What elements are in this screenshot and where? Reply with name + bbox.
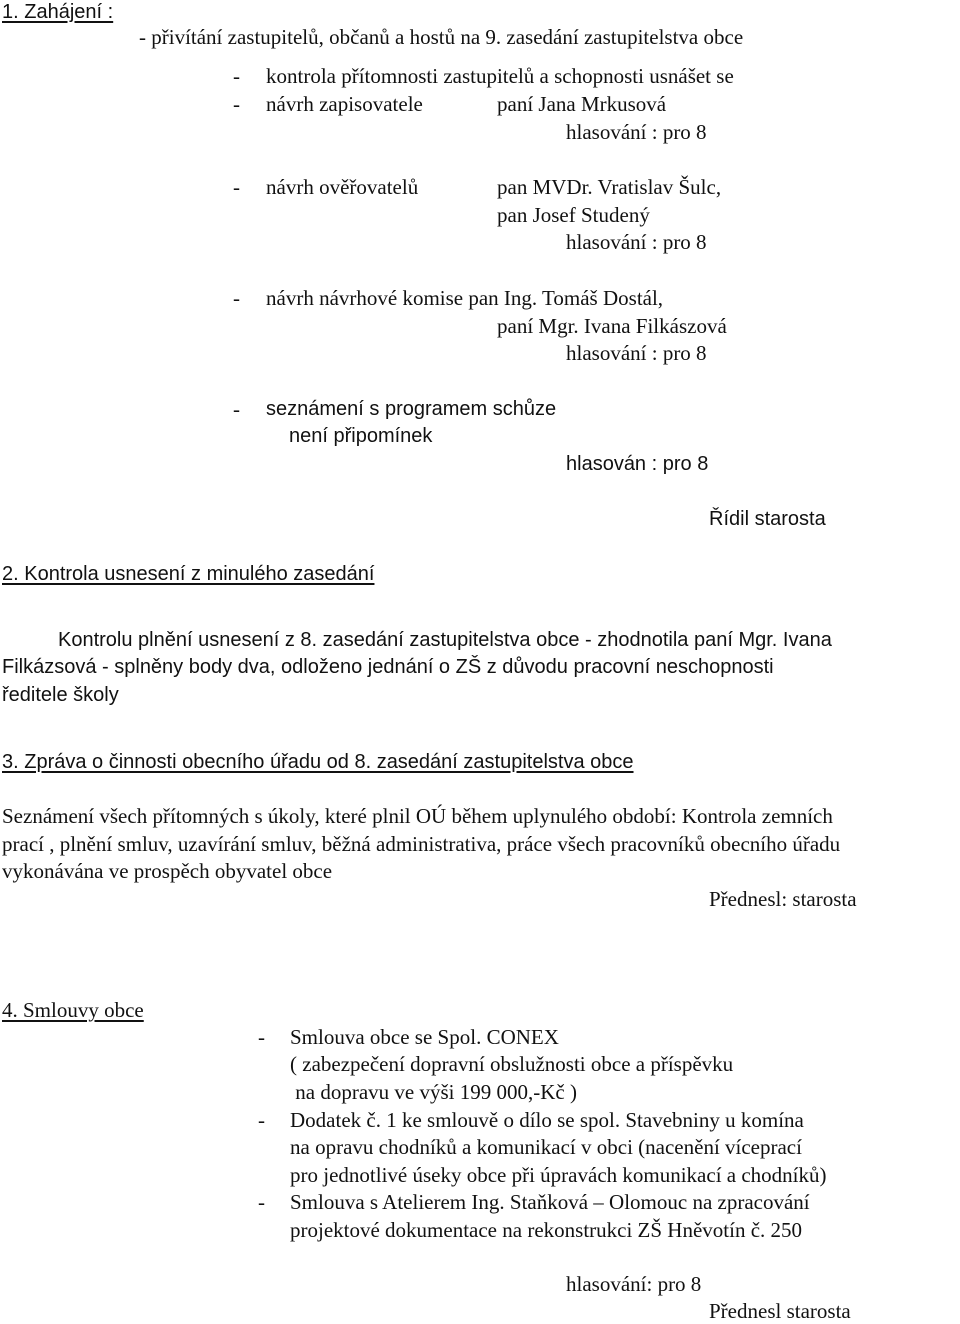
committee-vote: hlasování : pro 8 (566, 341, 707, 365)
bullet-dash: - (258, 1025, 265, 1049)
section-2-line-2: Filkázsová - splněny body dva, odloženo jednání o ZŠ z důvodu pracovní neschopnosti (2, 656, 774, 678)
section-3-heading: 3. Zpráva o činnosti obecního úřadu od 8. zasedání zastupitelstva obce (2, 751, 634, 773)
verifiers-label: návrh ověřovatelů (266, 175, 419, 199)
recorder-vote: hlasování : pro 8 (566, 120, 707, 144)
verifiers-vote: hlasování : pro 8 (566, 230, 707, 254)
contract-3-line-1: Smlouva s Atelierem Ing. Staňková – Olomouc na zpracování (290, 1190, 810, 1214)
chaired-by: Řídil starosta (709, 508, 826, 530)
program-line: seznámení s programem schůze (266, 398, 557, 420)
verifier-name-1: pan MVDr. Vratislav Šulc, (497, 175, 722, 199)
roll-call-text: kontrola přítomnosti zastupitelů a schopnosti usnášet se (266, 64, 734, 88)
section-1-heading: 1. Zahájení : (2, 1, 114, 23)
contract-2-line-1: Dodatek č. 1 ke smlouvě o dílo se spol. Stavebniny u komína (290, 1108, 804, 1132)
bullet-dash: - (233, 92, 240, 116)
program-vote: hlasován : pro 8 (566, 453, 709, 475)
section-4-vote: hlasování: pro 8 (566, 1272, 702, 1296)
section-3-presenter: Přednesl: starosta (709, 887, 857, 911)
bullet-dash: - (258, 1108, 265, 1132)
bullet-dash: - (233, 175, 240, 199)
section-2-line-3: ředitele školy (2, 684, 119, 706)
committee-line: návrh návrhové komise pan Ing. Tomáš Dostál, (266, 286, 664, 310)
contract-2-line-3: pro jednotlivé úseky obce při úpravách komunikací a chodníků) (290, 1163, 827, 1187)
section-4-presenter: Přednesl starosta (709, 1299, 851, 1323)
bullet-dash: - (233, 64, 240, 88)
contract-2-line-2: na opravu chodníků a komunikací v obci (nacenění víceprací (290, 1135, 802, 1159)
section-2-heading: 2. Kontrola usnesení z minulého zasedání (2, 563, 375, 585)
contract-1-line-2: ( zabezpečení dopravní obslužnosti obce a příspěvku (290, 1052, 734, 1076)
section-3-line-2: prací , plnění smluv, uzavírání smluv, běžná administrativa, práce všech pracovníků obecního úřadu (2, 832, 841, 856)
bullet-dash: - (233, 397, 240, 421)
verifier-name-2: pan Josef Studený (497, 203, 650, 227)
section-4-heading: 4. Smlouvy obce (2, 998, 144, 1022)
recorder-name: paní Jana Mrkusová (497, 92, 667, 116)
section-3-line-3: vykonávána ve prospěch obyvatel obce (2, 859, 333, 883)
committee-member-2: paní Mgr. Ivana Filkászová (497, 314, 727, 338)
recorder-label: návrh zapisovatele (266, 92, 423, 116)
contract-3-line-2: projektové dokumentace na rekonstrukci ZŠ Hněvotín č. 250 (290, 1218, 803, 1242)
welcome-line: - přivítání zastupitelů, občanů a hostů na 9. zasedání zastupitelstva obce (139, 25, 744, 49)
contract-1-line-3: na dopravu ve výši 199 000,-Kč ) (290, 1080, 577, 1104)
bullet-dash: - (233, 286, 240, 310)
contract-1-line-1: Smlouva obce se Spol. CONEX (290, 1025, 559, 1049)
section-2-line-1: Kontrolu plnění usnesení z 8. zasedání zastupitelstva obce - zhodnotila paní Mgr. Ivana (58, 629, 832, 651)
program-note: není připomínek (289, 425, 433, 447)
bullet-dash: - (258, 1190, 265, 1214)
section-3-line-1: Seznámení všech přítomných s úkoly, které plnil OÚ během uplynulého období: Kontrola zemních (2, 804, 833, 828)
